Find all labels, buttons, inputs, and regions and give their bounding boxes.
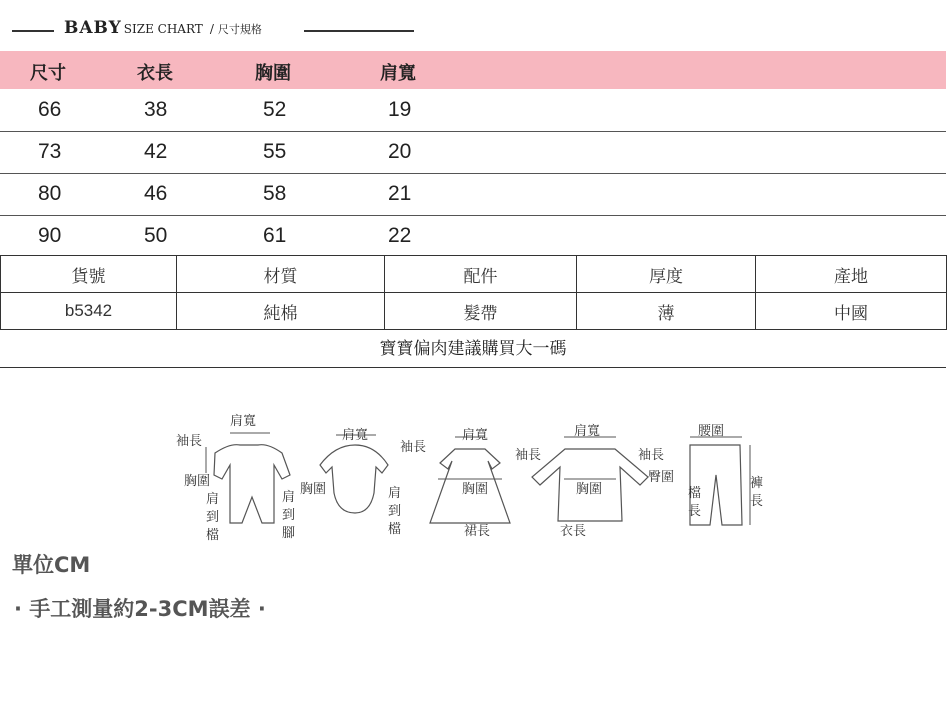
cell-shoulder: 22 bbox=[388, 224, 412, 247]
column-header-length: 衣長 bbox=[137, 63, 173, 84]
cell-shoulder: 21 bbox=[388, 182, 412, 205]
label-romper-sleeve: 袖長 bbox=[176, 434, 203, 449]
info-value-origin: 中國 bbox=[756, 293, 947, 330]
measurement-tolerance-note: · 手工測量約2-3CM誤差 · bbox=[14, 597, 266, 621]
info-header-origin: 產地 bbox=[756, 256, 947, 293]
cell-chest: 52 bbox=[263, 98, 287, 121]
label-romper-shoulder: 肩寬 bbox=[230, 414, 257, 429]
label-shoulder-crotch-3: 檔 bbox=[206, 528, 220, 543]
measurement-diagram bbox=[170, 405, 770, 555]
size-chart-header bbox=[12, 18, 432, 44]
measurement-diagram-svg bbox=[170, 405, 770, 555]
label-pants-waist: 腰圍 bbox=[698, 424, 725, 439]
label-shoulder-crotch-1: 肩 bbox=[206, 492, 220, 507]
info-header-thickness: 厚度 bbox=[577, 256, 756, 293]
table-row bbox=[0, 173, 946, 216]
cell-size: 80 bbox=[38, 182, 62, 205]
label-pants-length-2: 長 bbox=[750, 494, 764, 509]
label-dress-chest: 胸圍 bbox=[462, 482, 489, 497]
romper-outline bbox=[214, 445, 290, 523]
info-header-material: 材質 bbox=[177, 256, 385, 293]
info-header-item-no: 貨號 bbox=[1, 256, 177, 293]
label-bodysuit-crotch-1: 肩 bbox=[388, 486, 402, 501]
label-bodysuit-crotch-3: 檔 bbox=[388, 522, 402, 537]
subtitle-slash: / bbox=[209, 22, 214, 36]
label-dress-shoulder: 肩寬 bbox=[462, 428, 489, 443]
cell-chest: 55 bbox=[263, 140, 287, 163]
column-header-chest: 胸圍 bbox=[255, 63, 291, 84]
info-value-thickness: 薄 bbox=[577, 293, 756, 330]
label-pants-length-1: 褲 bbox=[750, 476, 764, 491]
cell-chest: 61 bbox=[263, 224, 287, 247]
table-row bbox=[0, 89, 946, 132]
info-value-row bbox=[1, 293, 947, 330]
info-value-accessory: 髮帶 bbox=[385, 293, 577, 330]
label-top-sleeve: 袖長 bbox=[638, 448, 665, 463]
header-rule-right bbox=[304, 30, 414, 32]
column-header-shoulder: 肩寬 bbox=[380, 63, 416, 84]
info-value-item-no: b5342 bbox=[1, 293, 177, 330]
label-shoulder-foot-3: 腳 bbox=[282, 526, 296, 541]
table-row bbox=[0, 131, 946, 174]
label-top-shoulder: 肩寬 bbox=[574, 424, 601, 439]
label-dress-sleeve: 袖長 bbox=[515, 448, 542, 463]
label-pants-crotch-2: 長 bbox=[688, 504, 702, 519]
bodysuit-outline bbox=[320, 445, 388, 513]
cell-length: 46 bbox=[144, 182, 168, 205]
label-shoulder-foot-1: 肩 bbox=[282, 490, 296, 505]
label-bodysuit-crotch-2: 到 bbox=[388, 504, 402, 519]
label-shoulder-foot-2: 到 bbox=[282, 508, 296, 523]
label-bodysuit-shoulder: 肩寬 bbox=[342, 428, 369, 443]
cell-length: 50 bbox=[144, 224, 168, 247]
size-table-header bbox=[0, 51, 946, 89]
label-shoulder-crotch-2: 到 bbox=[206, 510, 220, 525]
cell-length: 42 bbox=[144, 140, 168, 163]
info-value-material: 純棉 bbox=[177, 293, 385, 330]
label-dress-skirt-length: 裙長 bbox=[464, 524, 491, 539]
label-top-length: 衣長 bbox=[560, 524, 587, 539]
sizing-advice-note: 寶寶偏肉建議購買大一碼 bbox=[0, 331, 946, 368]
cell-length: 38 bbox=[144, 98, 168, 121]
cell-chest: 58 bbox=[263, 182, 287, 205]
cell-size: 73 bbox=[38, 140, 62, 163]
label-pants-crotch-1: 檔 bbox=[688, 486, 702, 501]
cell-shoulder: 19 bbox=[388, 98, 412, 121]
table-row bbox=[0, 215, 946, 257]
product-info-table bbox=[0, 255, 947, 330]
header-rule-left bbox=[12, 30, 54, 32]
label-bodysuit-sleeve: 袖長 bbox=[400, 440, 427, 455]
subtitle-label: SIZE CHART bbox=[123, 22, 203, 36]
unit-label: 單位CM bbox=[12, 553, 91, 577]
cell-shoulder: 20 bbox=[388, 140, 412, 163]
label-top-chest: 胸圍 bbox=[576, 482, 603, 497]
cell-size: 66 bbox=[38, 98, 62, 121]
brand-label: BABY bbox=[64, 18, 122, 38]
label-romper-chest: 胸圍 bbox=[184, 474, 211, 489]
label-pants-hip: 臀圍 bbox=[648, 470, 675, 485]
info-header-row bbox=[1, 256, 947, 293]
subtitle-cn-label: 尺寸規格 bbox=[217, 23, 262, 36]
column-header-size: 尺寸 bbox=[30, 63, 66, 84]
info-header-accessory: 配件 bbox=[385, 256, 577, 293]
header-title bbox=[64, 18, 262, 38]
label-bodysuit-chest: 胸圍 bbox=[300, 482, 327, 497]
cell-size: 90 bbox=[38, 224, 62, 247]
